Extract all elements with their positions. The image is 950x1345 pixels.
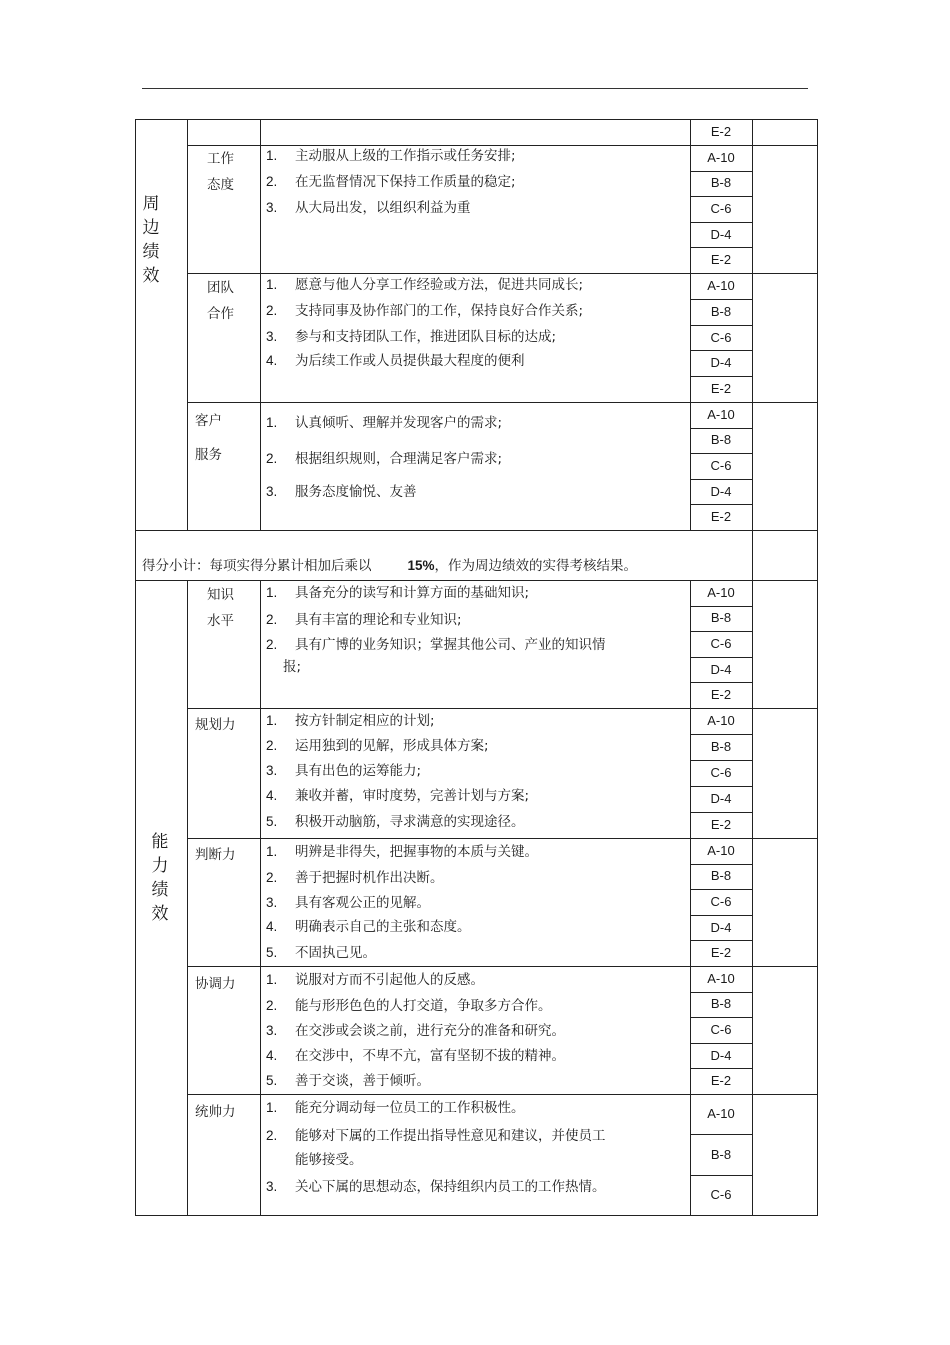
subtotal-note [142,557,637,575]
criterion-item [266,843,538,861]
grade-divider [690,196,752,197]
grade-label: A-10 [707,585,735,600]
item-number: 1. [266,713,278,728]
grade-label: E-2 [710,124,732,139]
item-text: 善于把握时机作出决断。 [295,870,444,886]
item-number: 2. [266,998,278,1013]
item-number: 1. [266,1100,278,1115]
item-number: 4. [266,353,278,368]
item-text: 积极开动脑筋，寻求满意的实现途径。 [295,814,525,830]
subtotal-prefix: 得分小计：每项实得分累计相加后乘以 [142,558,372,574]
grade-label: B-8 [710,432,732,447]
grade-divider [690,504,752,505]
grade-label: E-2 [710,509,732,524]
item-number: 3. [266,484,278,499]
item-number: 3. [266,1179,278,1194]
grade-label: B-8 [710,1147,732,1162]
grade-divider [690,606,752,607]
criterion-item [266,1072,430,1090]
item-number: 4. [266,1048,278,1063]
criterion-item [266,1022,565,1040]
item-text: 根据组织规则，合理满足客户需求; [295,451,503,467]
item-number: 3. [266,329,278,344]
item-number: 2. [266,612,278,627]
item-number: 5. [266,1073,278,1088]
criterion-item [266,762,421,780]
item-text: 在无监督情况下保持工作质量的稳定; [295,174,516,190]
criterion-name: 客户 服务 [195,413,222,463]
grade-label: C-6 [710,201,732,216]
item-text: 善于交谈，善于倾听。 [295,1073,430,1089]
criterion-item [266,352,525,370]
grade-divider [690,760,752,761]
grade-label: D-4 [710,1048,732,1063]
item-text: 关心下属的思想动态，保持组织内员工的工作热情。 [295,1179,606,1195]
item-number: 1. [266,972,278,987]
item-number: 2. [266,870,278,885]
grade-divider [690,1043,752,1044]
item-number: 3. [266,1023,278,1038]
grade-divider [690,992,752,993]
section-divider [187,1094,817,1095]
grade-label: E-2 [710,687,732,702]
grade-divider [690,812,752,813]
criterion-item [266,483,417,501]
criterion-name: 工作 态度 [207,151,234,193]
criterion-item [266,787,529,805]
criterion-item [266,944,376,962]
item-text: 愿意与他人分享工作经验或方法，促进共同成长; [295,277,584,293]
grade-divider [690,453,752,454]
item-number: 2. [266,1128,278,1143]
criterion-item [266,971,484,989]
grade-divider [690,1134,752,1135]
grade-divider [690,428,752,429]
grade-label: C-6 [710,458,732,473]
criterion-item [266,414,502,432]
item-text: 服务态度愉悦、友善 [295,484,417,500]
header-rule [142,88,808,89]
item-text: 明确表示自己的主张和态度。 [295,919,471,935]
grade-divider [690,915,752,916]
criterion-item [266,173,516,191]
grade-divider [690,1017,752,1018]
criterion-item [266,1178,606,1196]
criterion-item [266,584,529,602]
grade-label: D-4 [710,791,732,806]
grade-divider [690,350,752,351]
item-text: 在交涉中，不卑不亢，富有坚韧不拔的精神。 [295,1048,565,1064]
grade-divider [690,1068,752,1069]
table-border-bottom [135,1215,818,1216]
grade-label: A-10 [707,278,735,293]
grade-label: A-10 [707,971,735,986]
criterion-item [266,1099,525,1117]
criterion-name: 协调力 [195,976,236,992]
item-number: 4. [266,788,278,803]
grade-label: B-8 [710,304,732,319]
table-border-right [817,119,818,1215]
criterion-item [266,737,489,755]
grade-divider [690,682,752,683]
subtotal-suffix: ，作为周边绩效的实得考核结果。 [434,558,638,574]
grade-divider [690,864,752,865]
grade-label: C-6 [710,765,732,780]
grade-label: C-6 [710,636,732,651]
item-number: 1. [266,585,278,600]
criterion-item [266,894,430,912]
grade-divider [690,299,752,300]
criterion-item-continuation: 能够接受。 [295,1152,363,1168]
grade-divider [690,631,752,632]
grade-divider [690,171,752,172]
item-number: 3. [266,200,278,215]
grade-divider [690,247,752,248]
criterion-item [266,450,502,468]
grade-label: A-10 [707,713,735,728]
item-number: 3. [266,763,278,778]
item-number: 1. [266,148,278,163]
item-text: 主动服从上级的工作指示或任务安排; [295,148,516,164]
item-number: 2. [266,738,278,753]
item-text: 兼收并蓄，审时度势，完善计划与方案; [295,788,530,804]
subtotal-bottom-line [135,580,817,581]
item-text: 从大局出发，以组织利益为重 [295,200,471,216]
item-text: 运用独到的见解，形成具体方案; [295,738,489,754]
item-text: 认真倾听、理解并发现客户的需求; [295,415,503,431]
item-text: 按方针制定相应的计划; [295,713,435,729]
grade-label: C-6 [710,330,732,345]
grade-label: D-4 [710,920,732,935]
criterion-item [266,147,516,165]
grade-label: A-10 [707,843,735,858]
item-number: 4. [266,919,278,934]
item-text: 能与形形色色的人打交道，争取多方合作。 [295,998,552,1014]
criterion-item [266,997,552,1015]
criterion-item [266,918,471,936]
table-border-top [135,119,818,120]
item-number: 2. [266,637,278,652]
grade-divider [690,889,752,890]
criterion-item [266,712,435,730]
item-text: 支持同事及协作部门的工作，保持良好合作关系; [295,303,584,319]
criterion-item [266,328,556,346]
item-text: 具备充分的读写和计算方面的基础知识; [295,585,530,601]
item-number: 1. [266,415,278,430]
category-peripheral-performance: 周 边 绩 效 [142,194,160,286]
col-line-4 [752,119,753,1215]
item-text: 具有丰富的理论和专业知识; [295,612,462,628]
item-number: 2. [266,174,278,189]
item-number: 1. [266,277,278,292]
item-text: 具有广博的业务知识；掌握其他公司、产业的知识情 [295,637,606,653]
grade-label: C-6 [710,1022,732,1037]
grade-label: D-4 [710,484,732,499]
grade-label: E-2 [710,945,732,960]
item-text: 明辨是非得失，把握事物的本质与关键。 [295,844,538,860]
item-text: 不固执己见。 [295,945,376,961]
item-number: 1. [266,844,278,859]
item-text: 具有出色的运筹能力; [295,763,422,779]
grade-divider [690,222,752,223]
grade-label: A-10 [707,150,735,165]
grade-label: A-10 [707,1106,735,1121]
item-number: 2. [266,451,278,466]
section-divider [187,838,817,839]
grade-label: D-4 [710,662,732,677]
section-divider [187,273,817,274]
grade-label: E-2 [710,1073,732,1088]
item-text: 能够对下属的工作提出指导性意见和建议，并使员工 [295,1128,606,1144]
grade-divider [690,734,752,735]
criterion-name: 规划力 [195,717,236,733]
grade-divider [690,786,752,787]
criterion-item [266,1047,565,1065]
grade-label: B-8 [710,175,732,190]
grade-label: B-8 [710,610,732,625]
criterion-name: 统帅力 [195,1104,236,1120]
grade-divider [690,1175,752,1176]
section-divider [187,966,817,967]
grade-label: B-8 [710,739,732,754]
item-number: 5. [266,945,278,960]
item-text: 在交涉或会谈之前，进行充分的准备和研究。 [295,1023,565,1039]
criterion-item [266,869,444,887]
grade-divider [690,376,752,377]
col-line-1-lower [187,580,188,1215]
section-divider [187,402,817,403]
criterion-name: 判断力 [195,847,236,863]
grade-divider [690,479,752,480]
grade-label: E-2 [710,817,732,832]
criterion-item [266,636,606,654]
col-line-2-upper [260,119,261,530]
grade-label: A-10 [707,407,735,422]
grade-divider [690,325,752,326]
criterion-item [266,1127,606,1145]
subtotal-percent: 15% [407,558,435,573]
criterion-item [266,813,525,831]
item-text: 参与和支持团队工作，推进团队目标的达成; [295,329,557,345]
col-line-2-lower [260,580,261,1215]
grade-divider [690,657,752,658]
grade-label: B-8 [710,996,732,1011]
grade-label: C-6 [710,894,732,909]
col-line-1-upper [187,119,188,530]
category-ability-performance: 能 力 绩 效 [151,832,169,924]
item-number: 2. [266,303,278,318]
item-text: 为后续工作或人员提供最大程度的便利 [295,353,525,369]
grade-label: E-2 [710,252,732,267]
grade-label: D-4 [710,227,732,242]
criterion-item [266,611,462,629]
criterion-name: 团队 合作 [207,280,234,322]
criterion-item [266,199,471,217]
item-number: 3. [266,895,278,910]
row-divider [187,145,817,146]
grade-label: D-4 [710,355,732,370]
item-text: 能充分调动每一位员工的工作积极性。 [295,1100,525,1116]
item-text: 具有客观公正的见解。 [295,895,430,911]
criterion-item [266,302,583,320]
section-divider [187,708,817,709]
grade-label: E-2 [710,381,732,396]
grade-divider [690,940,752,941]
item-text: 说服对方而不引起他人的反感。 [295,972,484,988]
criterion-item-continuation: 报; [283,659,302,675]
item-number: 5. [266,814,278,829]
criterion-name: 知识 水平 [207,587,234,629]
grade-label: B-8 [710,868,732,883]
subtotal-top-line [135,530,817,531]
grade-label: C-6 [710,1187,732,1202]
criterion-item [266,276,583,294]
